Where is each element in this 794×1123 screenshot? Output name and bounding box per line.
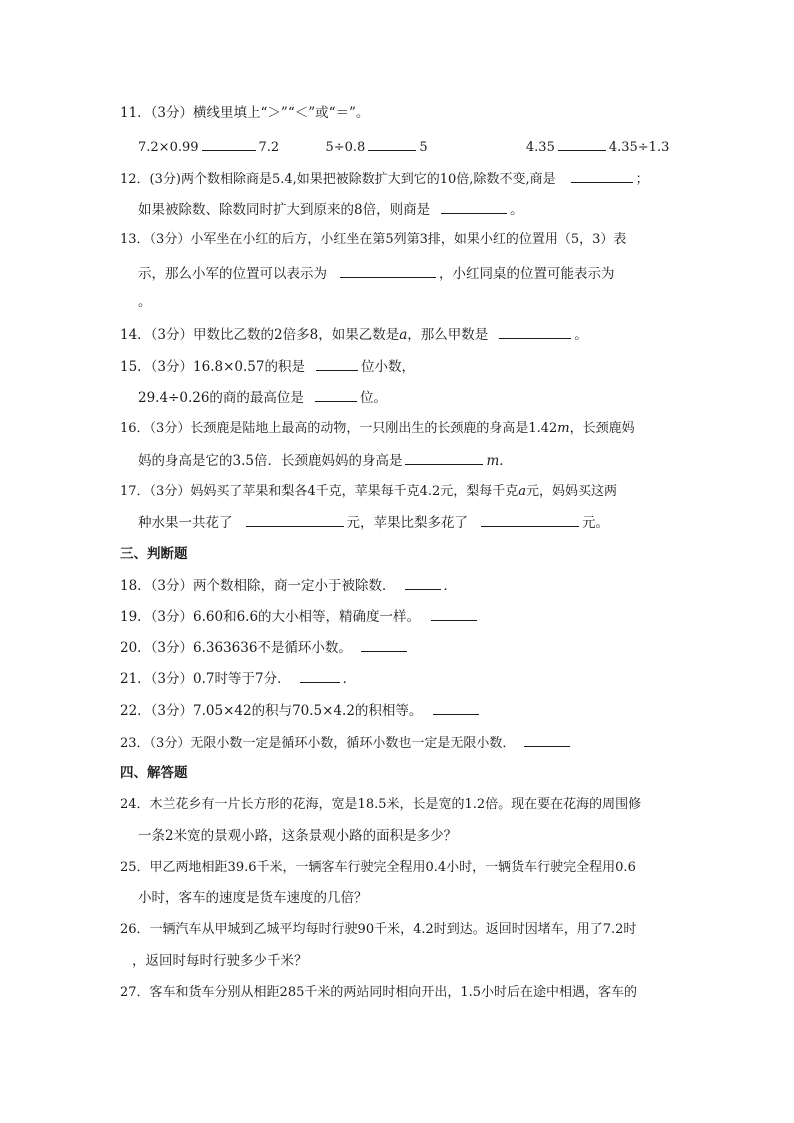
answer-blank[interactable] [571,168,633,183]
question-11 [120,103,369,123]
question-16-line-1 [120,419,635,439]
answer-blank[interactable] [316,356,358,371]
question-24-line-1 [120,795,641,815]
question-27-line-1 [120,983,637,1003]
section-heading-answer: 四、解答题 [120,765,188,781]
question-17-text: 元，苹果比梨多花了 [346,515,468,531]
question-11-items [138,136,669,158]
section-heading-judgement: 三、判断题 [120,546,188,562]
question-17-line-2 [138,512,609,533]
question-11-stem: 11．（3分）横线里填上“＞”“＜”或“＝”。 [120,105,370,121]
question-13-line-3 [138,292,152,312]
question-15-line-1 [120,356,415,377]
variable: a [518,484,527,499]
question-15-line-2 [138,387,387,408]
answer-blank[interactable] [202,136,256,151]
q11-right-1: 7.2 [258,140,280,155]
question-13-text: 示，那么小军的位置可以表示为 [138,266,327,282]
question-16-line-2 [138,450,513,471]
answer-blank[interactable] [405,575,441,590]
question-25-line-1 [120,858,636,878]
unit: m [557,421,570,436]
question-17-text: 元，妈妈买这两 [526,484,618,499]
question-27-text: 27．客车和货车分别从相距285千米的两站同时相向开出，1.5小时后在途中相遇，客车的 [120,985,638,1000]
question-24-text: 24．木兰花乡有一片长方形的花海，宽是18.5米，长是宽的1.2倍。现在要在花海的周围修 [120,797,642,812]
q11-left-3: 4.35 [525,140,555,155]
q11-left-2: 5÷0.8 [325,140,366,155]
question-23-text: 23．（3分）无限小数一定是循环小数，循环小数也一定是无限小数． [120,736,516,751]
punctuation: 。 [574,327,588,343]
question-13-text: ，小红同桌的位置可能表示为 [439,266,615,282]
question-16-text: 妈的身高是它的3.5倍．长颈鹿妈妈的身高是 [138,453,403,469]
question-25-line-2 [138,888,368,908]
q11-right-3: 4.35÷1.3 [608,140,670,155]
question-16-text: 16．（3分）长颈鹿是陆地上最高的动物，一只刚出生的长颈鹿的身高是1.42 [120,421,558,436]
question-22-text: 22．（3分）7.05×42的积与70.5×4.2的积相等。 [120,703,423,719]
answer-blank[interactable] [340,263,436,278]
answer-blank[interactable] [441,199,507,214]
punctuation: ； [635,172,649,187]
question-14-text: ，那么甲数是 [407,327,489,343]
punctuation: 。 [510,202,524,218]
question-13-line-2 [138,263,615,284]
question-21-text: 21．（3分）0.7时等于7分． [120,671,291,687]
punctuation: 。 [138,294,152,310]
question-15-text: 位。 [359,390,387,406]
question-24-line-2 [138,826,457,846]
q11-left-1: 7.2×0.99 [138,140,199,155]
answer-blank[interactable] [524,732,570,747]
question-19 [120,606,480,627]
punctuation: ． [499,453,513,469]
question-15-text: 29.4÷0.26的商的最高位是 [138,390,304,406]
q11-right-2: 5 [419,140,428,155]
question-21 [120,668,356,689]
answer-blank[interactable] [246,512,344,527]
answer-blank[interactable] [361,637,407,652]
answer-blank[interactable] [368,136,416,151]
question-19-text: 19．（3分）6.60和6.6的大小相等，精确度一样。 [120,609,421,625]
question-12-line-2 [138,199,524,220]
question-14-text: 14．（3分）甲数比乙数的2倍多8，如果乙数是 [120,327,400,343]
question-23 [120,732,573,754]
answer-blank[interactable] [315,387,357,402]
question-15-text: 位小数， [360,359,415,375]
unit: m [486,453,500,469]
answer-blank[interactable] [558,136,606,151]
answer-blank[interactable] [481,512,579,527]
punctuation: ． [342,671,357,687]
question-26-line-1 [120,920,636,940]
question-13-line-1 [120,230,626,250]
question-25-text: 25．甲乙两地相距39.6千米，一辆客车行驶完全程用0.4小时，一辆货车行驶完全程用0.6 [120,860,636,875]
answer-blank[interactable] [433,700,479,715]
punctuation: ． [443,578,458,594]
question-22 [120,700,482,721]
question-12-text: 12．(3分)两个数相除商是5.4,如果把被除数扩大到它的10倍,除数不变,商是 [120,172,556,187]
question-16-text: ，长颈鹿妈 [569,421,635,436]
answer-blank[interactable] [431,606,477,621]
question-12-line-1 [120,168,649,190]
question-24-text: 一条2米宽的景观小路，这条景观小路的面积是多少？ [138,828,458,844]
question-20-text: 20．（3分）6.363636不是循环小数。 [120,640,352,656]
question-14 [120,324,588,345]
question-18-text: 18．（3分）两个数相除，商一定小于被除数． [120,578,396,594]
question-17-text: 17．（3分）妈妈买了苹果和梨各4千克，苹果每千克4.2元，梨每千克 [120,484,519,499]
question-25-text: 小时，客车的速度是货车速度的几倍？ [138,890,368,906]
question-26-text: 26．一辆汽车从甲城到乙城平均每时行驶90千米，4.2时到达。返回时因堵车，用了7.2时 [120,922,637,937]
question-13-text: 13．（3分）小军坐在小红的后方，小红坐在第5列第3排，如果小红的位置用（5，3）表 [120,232,627,247]
question-17-text: 元。 [582,515,609,531]
question-15-text: 15．（3分）16.8×0.57的积是 [120,359,305,375]
question-26-text: ，返回时每时行驶多少千米？ [132,953,308,969]
question-18 [120,575,457,596]
question-17-text: 种水果一共花了 [138,515,233,531]
question-26-line-2 [132,951,308,971]
variable: a [399,327,408,343]
answer-blank[interactable] [405,450,483,465]
question-17-line-1 [120,482,617,502]
answer-blank[interactable] [300,668,340,683]
question-20 [120,637,410,658]
question-12-text: 如果被除数、除数同时扩大到原来的8倍，则商是 [138,202,431,218]
answer-blank[interactable] [499,324,571,339]
